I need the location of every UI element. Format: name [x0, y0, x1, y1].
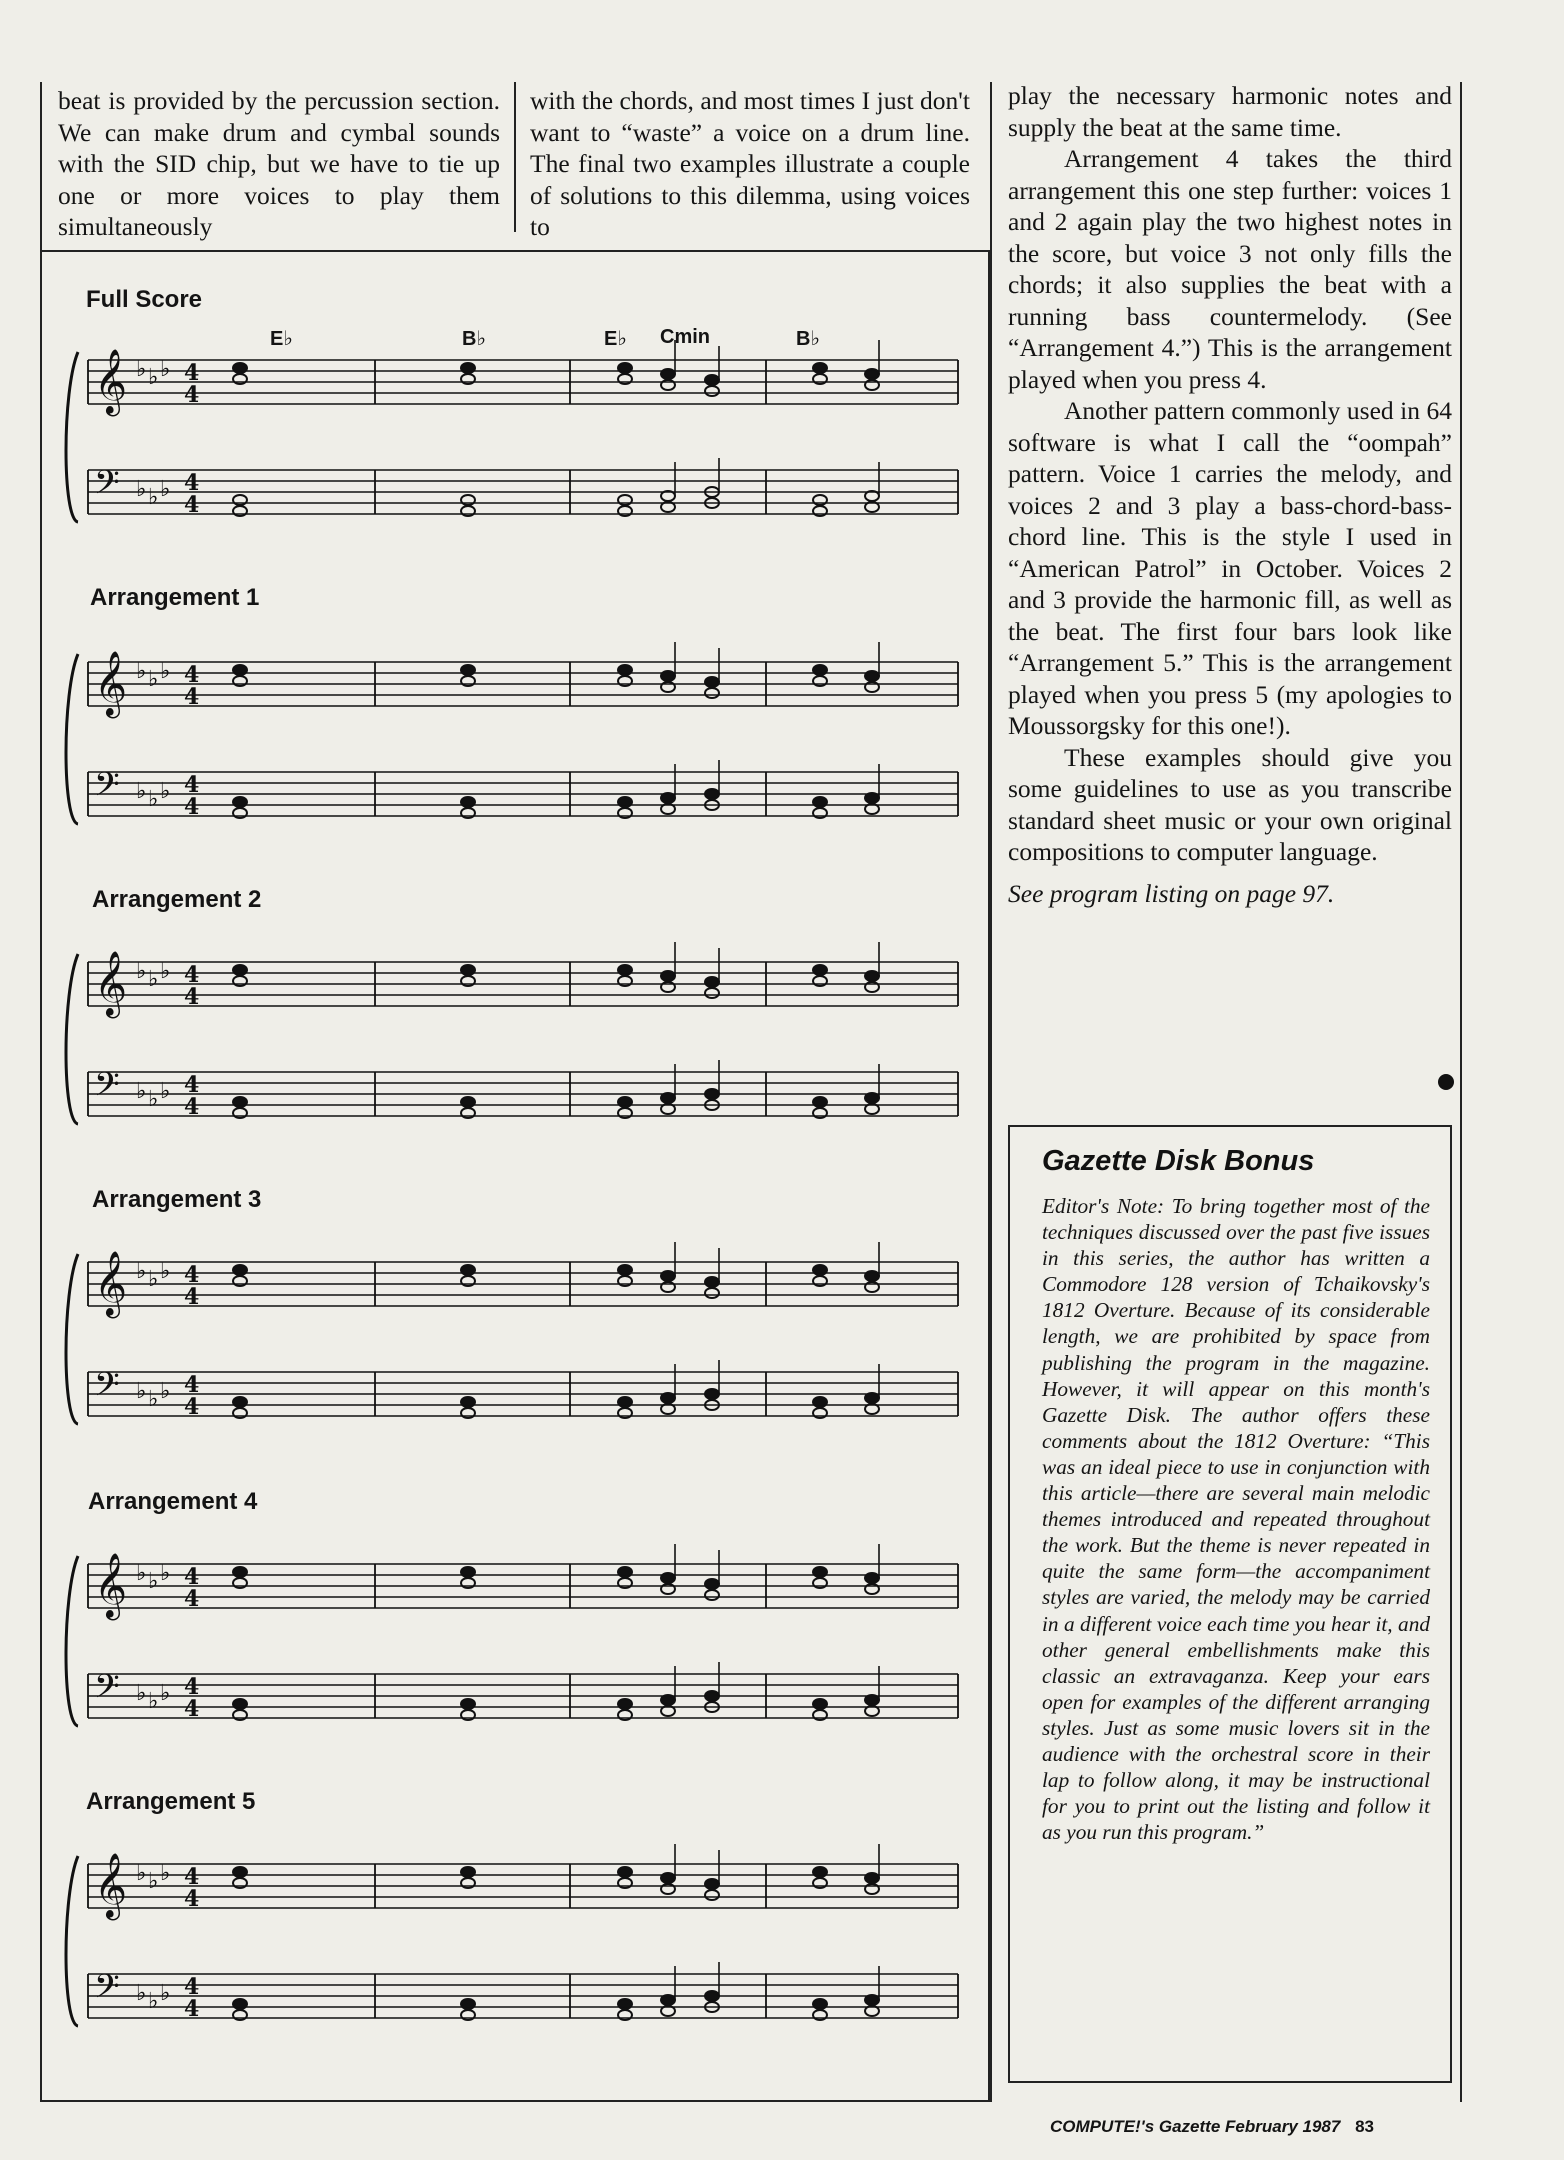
- note-head: [618, 1999, 632, 2009]
- note-head: [661, 1573, 675, 1583]
- article-paragraph: play the necessary harmonic notes and supply the beat at the same time.: [1008, 81, 1452, 142]
- note-head: [865, 1393, 879, 1403]
- note-head: [705, 1089, 719, 1099]
- note-head: [705, 677, 719, 687]
- note-head: [618, 1397, 632, 1407]
- footer-magazine: COMPUTE!'s Gazette: [1050, 2117, 1221, 2136]
- time-signature-digit: 4: [184, 1564, 200, 1590]
- article-column-3: [1008, 80, 1452, 909]
- article-paragraph: Arrangement 4 takes the third arrangement this one step further: voices 1 and 2 again play the two highest notes in the score, but voice 3 not only fills the chords; it also supplies the beat with a running bass countermelody. (See “Arrangement 4.”) This is the arrangement played when you press 4.: [1008, 144, 1452, 394]
- note-head: [705, 1389, 719, 1399]
- key-signature-flat-icon: ♭: [148, 1267, 159, 1292]
- score-label-arrangement-2: Arrangement 2: [92, 886, 262, 913]
- note-head: [661, 1271, 675, 1281]
- note-head: [813, 1699, 827, 1709]
- note-head: [865, 1695, 879, 1705]
- time-signature-digit: 4: [184, 1886, 200, 1912]
- program-listing-reference: See program listing on page 97.: [1008, 878, 1335, 908]
- key-signature-flat-icon: ♭: [136, 1259, 147, 1284]
- time-signature-digit: 4: [184, 1262, 200, 1288]
- grand-staff-brace: [66, 1556, 78, 1726]
- chord-symbol: Cmin: [660, 326, 710, 348]
- score-label-arrangement-1: Arrangement 1: [90, 584, 260, 611]
- key-signature-flat-icon: ♭: [148, 1689, 159, 1714]
- note-head: [705, 977, 719, 987]
- treble-clef-icon: 𝄞: [94, 1553, 128, 1618]
- note-head: [233, 1265, 247, 1275]
- chord-symbol: B♭: [462, 328, 486, 350]
- time-signature-digit: 4: [184, 1864, 200, 1890]
- note-head: [705, 1590, 719, 1600]
- note-head: [461, 665, 475, 675]
- note-head: [705, 375, 719, 385]
- key-signature-flat-icon: ♭: [136, 779, 147, 804]
- bass-clef-icon: 𝄢: [94, 1066, 120, 1112]
- time-signature-digit: 4: [184, 1284, 200, 1310]
- note-head: [865, 793, 879, 803]
- note-head: [813, 797, 827, 807]
- key-signature-flat-icon: ♭: [160, 779, 171, 804]
- key-signature-flat-icon: ♭: [160, 1259, 171, 1284]
- page-footer: [1050, 2117, 1374, 2137]
- chord-symbol: B♭: [796, 328, 820, 350]
- time-signature-digit: 4: [184, 1696, 200, 1722]
- note-head: [865, 1271, 879, 1281]
- note-head: [661, 1393, 675, 1403]
- gazette-disk-bonus-sidebar: [1008, 1125, 1452, 2083]
- note-head: [813, 665, 827, 675]
- key-signature-flat-icon: ♭: [160, 1561, 171, 1586]
- key-signature-flat-icon: ♭: [136, 1379, 147, 1404]
- key-signature-flat-icon: ♭: [136, 357, 147, 382]
- note-head: [233, 363, 247, 373]
- treble-clef-icon: 𝄞: [94, 1853, 128, 1918]
- note-head: [705, 688, 719, 698]
- note-head: [661, 1093, 675, 1103]
- bass-clef-icon: 𝄢: [94, 1668, 120, 1714]
- time-signature-digit: 4: [184, 470, 200, 496]
- note-head: [813, 1567, 827, 1577]
- treble-clef-icon: 𝄞: [94, 951, 128, 1016]
- note-head: [705, 988, 719, 998]
- note-head: [705, 1691, 719, 1701]
- bass-clef-icon: 𝄢: [94, 1366, 120, 1412]
- note-head: [233, 797, 247, 807]
- note-head: [705, 789, 719, 799]
- sidebar-title: Gazette Disk Bonus: [1042, 1145, 1315, 1177]
- note-head: [865, 1873, 879, 1883]
- treble-clef-icon: 𝄞: [94, 349, 128, 414]
- score-label-arrangement-4: Arrangement 4: [88, 1488, 258, 1515]
- bass-clef-icon: 𝄢: [94, 1968, 120, 2014]
- sidebar-body: Editor's Note: To bring together most of the techniques discussed over the past five issues in this series, the author has written a Commodore 128 version of Tchaikovsky's 1812 Overture. Because of its considerable length, we are prohibited by space from publishing the program in the magazine. However, it will appear on this month's Gazette Disk. The author offers these comments about the 1812 Overture: “This was an ideal piece to use in conjunction with this article—there are several main melodic themes introduced and repeated throughout the work. But the theme is never repeated in quite the same form—the accompaniment styles are varied, the melody may be carried in a different voice each time you hear it, and other general embellishments make this classic an extravaganza. Keep your ears open for examples of the different arranging styles. Just as some music lovers sit in the audience with the orchestral score in their lap to follow along, it may be instructional for you to print out the listing and follow it as you run this program.”: [1042, 1194, 1430, 1845]
- article-column-2: [530, 85, 970, 243]
- note-head: [461, 1999, 475, 2009]
- key-signature-flat-icon: ♭: [160, 1379, 171, 1404]
- right-page-edge-rule: [1460, 82, 1462, 2102]
- time-signature-digit: 4: [184, 1674, 200, 1700]
- note-head: [233, 1567, 247, 1577]
- key-signature-flat-icon: ♭: [148, 1869, 159, 1894]
- note-head: [461, 797, 475, 807]
- note-head: [705, 1879, 719, 1889]
- time-signature-digit: 4: [184, 684, 200, 710]
- note-head: [233, 1867, 247, 1877]
- end-of-article-icon: [1438, 1074, 1454, 1090]
- note-head: [233, 965, 247, 975]
- time-signature-digit: 4: [184, 492, 200, 518]
- key-signature-flat-icon: ♭: [136, 959, 147, 984]
- time-signature-digit: 4: [184, 984, 200, 1010]
- key-signature-flat-icon: ♭: [148, 485, 159, 510]
- key-signature-flat-icon: ♭: [136, 1981, 147, 2006]
- time-signature-digit: 4: [184, 662, 200, 688]
- note-head: [618, 1699, 632, 1709]
- key-signature-flat-icon: ♭: [160, 477, 171, 502]
- note-head: [661, 971, 675, 981]
- note-head: [705, 1579, 719, 1589]
- time-signature-digit: 4: [184, 1974, 200, 2000]
- key-signature-flat-icon: ♭: [148, 1387, 159, 1412]
- note-head: [461, 363, 475, 373]
- time-signature-digit: 4: [184, 1996, 200, 2022]
- key-signature-flat-icon: ♭: [148, 1989, 159, 2014]
- note-head: [813, 1265, 827, 1275]
- note-head: [618, 665, 632, 675]
- key-signature-flat-icon: ♭: [148, 1569, 159, 1594]
- bass-clef-icon: 𝄢: [94, 766, 120, 812]
- score-label-full-score: Full Score: [86, 286, 203, 313]
- note-head: [865, 1093, 879, 1103]
- time-signature-digit: 4: [184, 962, 200, 988]
- key-signature-flat-icon: ♭: [148, 787, 159, 812]
- bass-clef-icon: 𝄢: [94, 464, 120, 510]
- note-head: [705, 1277, 719, 1287]
- grand-staff-brace: [66, 1254, 78, 1424]
- key-signature-flat-icon: ♭: [160, 1681, 171, 1706]
- note-head: [661, 1873, 675, 1883]
- note-head: [813, 363, 827, 373]
- key-signature-flat-icon: ♭: [160, 1861, 171, 1886]
- key-signature-flat-icon: ♭: [136, 477, 147, 502]
- note-head: [233, 1999, 247, 2009]
- note-head: [661, 793, 675, 803]
- footer-page-number: 83: [1355, 2117, 1374, 2136]
- note-head: [705, 1890, 719, 1900]
- note-head: [233, 665, 247, 675]
- note-head: [461, 1265, 475, 1275]
- note-head: [865, 1573, 879, 1583]
- score-box-bottom-border: [40, 2100, 990, 2102]
- note-head: [661, 369, 675, 379]
- note-head: [865, 369, 879, 379]
- note-head: [461, 1567, 475, 1577]
- note-head: [813, 965, 827, 975]
- note-head: [461, 965, 475, 975]
- time-signature-digit: 4: [184, 1072, 200, 1098]
- time-signature-digit: 4: [184, 1586, 200, 1612]
- key-signature-flat-icon: ♭: [148, 1087, 159, 1112]
- time-signature-digit: 4: [184, 1094, 200, 1120]
- chord-symbol: E♭: [270, 328, 293, 350]
- note-head: [461, 1097, 475, 1107]
- key-signature-flat-icon: ♭: [148, 967, 159, 992]
- note-head: [661, 1695, 675, 1705]
- note-head: [705, 1991, 719, 2001]
- note-head: [233, 1097, 247, 1107]
- score-label-arrangement-5: Arrangement 5: [86, 1788, 256, 1815]
- time-signature-digit: 4: [184, 360, 200, 386]
- note-head: [461, 1699, 475, 1709]
- key-signature-flat-icon: ♭: [136, 659, 147, 684]
- footer-issue: February 1987: [1225, 2117, 1341, 2136]
- time-signature-digit: 4: [184, 1394, 200, 1420]
- treble-clef-icon: 𝄞: [94, 1251, 128, 1316]
- score-box-right-border: [988, 250, 990, 2102]
- note-head: [461, 1867, 475, 1877]
- time-signature-digit: 4: [184, 382, 200, 408]
- grand-staff-brace: [66, 1856, 78, 2026]
- key-signature-flat-icon: ♭: [136, 1079, 147, 1104]
- key-signature-flat-icon: ♭: [148, 667, 159, 692]
- note-head: [661, 671, 675, 681]
- chord-symbol: E♭: [604, 328, 627, 350]
- key-signature-flat-icon: ♭: [160, 959, 171, 984]
- note-head: [461, 1397, 475, 1407]
- article-column-1: [58, 85, 500, 243]
- note-head: [865, 971, 879, 981]
- key-signature-flat-icon: ♭: [136, 1681, 147, 1706]
- note-head: [618, 797, 632, 807]
- note-head: [813, 1999, 827, 2009]
- time-signature-digit: 4: [184, 1372, 200, 1398]
- treble-clef-icon: 𝄞: [94, 651, 128, 716]
- music-score-figure: [40, 250, 988, 2100]
- key-signature-flat-icon: ♭: [160, 1981, 171, 2006]
- grand-staff-brace: [66, 352, 78, 522]
- note-head: [865, 671, 879, 681]
- article-paragraph: These examples should give you some guidelines to use as you transcribe standard sheet music or your own original compositions to computer language.: [1008, 742, 1452, 866]
- note-head: [233, 1699, 247, 1709]
- note-head: [618, 1097, 632, 1107]
- note-head: [618, 1567, 632, 1577]
- article-paragraph: Another pattern commonly used in 64 software is what I call the “oompah” pattern. Voice 1 carries the melody, and voices 2 and 3 play a bass-chord-bass-chord line. This is the style I used in “American Patrol” in October. Voices 2 and 3 provide the harmonic fill, as well as the beat. The first four bars look like “Arrangement 5.” This is the arrangement played when you press 5 (my apologies to Moussorgsky for this one!).: [1008, 396, 1452, 740]
- note-head: [661, 1995, 675, 2005]
- key-signature-flat-icon: ♭: [148, 365, 159, 390]
- note-head: [813, 1867, 827, 1877]
- key-signature-flat-icon: ♭: [160, 659, 171, 684]
- note-head: [618, 1265, 632, 1275]
- key-signature-flat-icon: ♭: [136, 1861, 147, 1886]
- note-head: [618, 363, 632, 373]
- key-signature-flat-icon: ♭: [136, 1561, 147, 1586]
- key-signature-flat-icon: ♭: [160, 357, 171, 382]
- note-head: [865, 1995, 879, 2005]
- note-head: [233, 1397, 247, 1407]
- grand-staff-brace: [66, 954, 78, 1124]
- time-signature-digit: 4: [184, 794, 200, 820]
- column-divider: [514, 82, 516, 232]
- column-divider: [990, 82, 992, 2102]
- note-head: [813, 1097, 827, 1107]
- note-head: [618, 1867, 632, 1877]
- note-head: [705, 1288, 719, 1298]
- note-head: [705, 386, 719, 396]
- grand-staff-brace: [66, 654, 78, 824]
- time-signature-digit: 4: [184, 772, 200, 798]
- note-head: [813, 1397, 827, 1407]
- note-head: [618, 965, 632, 975]
- score-label-arrangement-3: Arrangement 3: [92, 1186, 262, 1213]
- key-signature-flat-icon: ♭: [160, 1079, 171, 1104]
- article-text: beat is provided by the percussion section. We can make drum and cymbal sounds with the SID chip, but we have to tie up one or more voices to play them simultaneously: [58, 86, 500, 241]
- article-text: with the chords, and most times I just don't want to “waste” a voice on a drum line. The final two examples illustrate a couple of solutions to this dilemma, using voices to: [530, 86, 970, 241]
